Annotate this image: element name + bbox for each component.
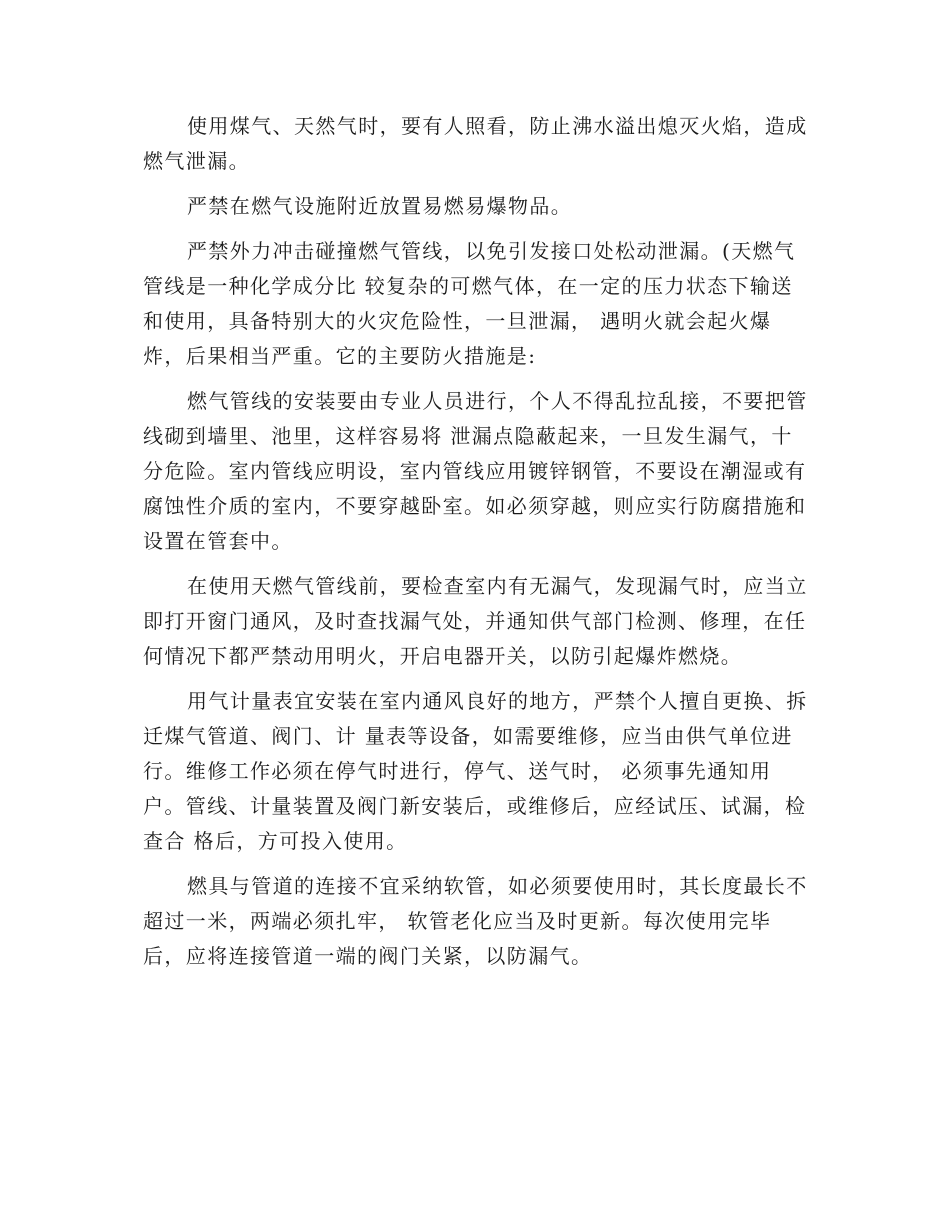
paragraph-meter-installation: 用气计量表宜安装在室内通风良好的地方，严禁个人擅自更换、拆迁煤气管道、阀门、计 量表等设备，如需要维修，应当由供气单位进行。维修工作必须在停气时进行，停气、送气时， 必须事先通知用户。管线、计量装置及阀门新安装后，或维修后，应经试压、试漏，检查合 格后，方可投入使用。 — [143, 689, 808, 853]
paragraph-leak-check: 在使用天燃气管线前，要检查室内有无漏气，发现漏气时，应当立即打开窗门通风，及时查找漏气处，并通知供气部门检测、修理，在任何情况下都严禁动用明火，开启电器开关，以防引起爆炸燃烧。 — [143, 574, 808, 668]
paragraph-gas-supervision: 使用煤气、天然气时，要有人照看，防止沸水溢出熄灭火焰，造成燃气泄漏。 — [143, 114, 808, 173]
paragraph-pipeline-impact: 严禁外力冲击碰撞燃气管线，以免引发接口处松动泄漏。(天燃气管线是一种化学成分比 较复杂的可燃气体，在一定的压力状态下输送和使用，具备特别大的火灾危险性，一旦泄漏， 遇明火就会起火爆炸，后果相当严重。它的主要防火措施是: — [143, 239, 796, 368]
paragraph-pipeline-installation: 燃气管线的安装要由专业人员进行，个人不得乱拉乱接，不要把管线砌到墙里、池里，这样容易将 泄漏点隐蔽起来，一旦发生漏气，十分危险。室内管线应明设，室内管线应用镀锌钢管，不要设在潮湿或有腐蚀性介质的室内，不要穿越卧室。如必须穿越，则应实行防腐措施和设置在管套中。 — [143, 389, 808, 553]
paragraph-hose-connection: 燃具与管道的连接不宜采纳软管，如必须要使用时，其长度最长不超过一米，两端必须扎牢， 软管老化应当及时更新。每次使用完毕后，应将连接管道一端的阀门关紧，以防漏气。 — [143, 874, 808, 968]
paragraph-flammables-ban: 严禁在燃气设施附近放置易燃易爆物品。 — [187, 194, 573, 218]
document-body — [143, 109, 813, 984]
